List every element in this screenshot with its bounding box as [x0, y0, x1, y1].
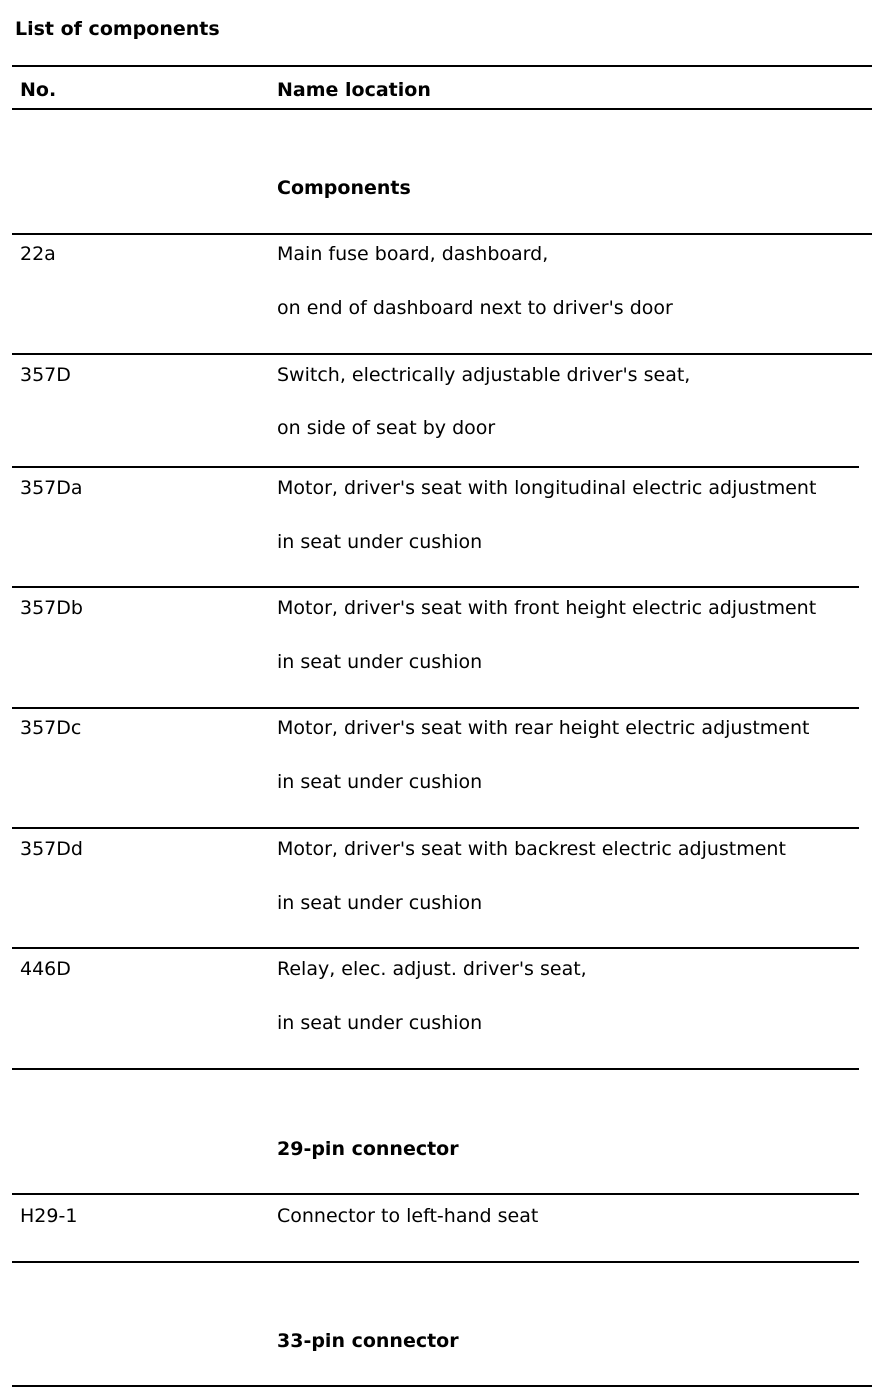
row-location: in seat under cushion	[277, 651, 483, 673]
row-name: Motor, driver's seat with front height electric adjustment	[277, 597, 817, 619]
section-heading-33-pin-connector: 33-pin connector	[277, 1330, 459, 1352]
row-number: 357Da	[20, 477, 83, 499]
row-rule	[12, 827, 859, 829]
row-rule	[12, 1385, 872, 1387]
row-location: in seat under cushion	[277, 892, 483, 914]
row-name: Motor, driver's seat with rear height electric adjustment	[277, 717, 810, 739]
section-end-rule	[12, 1068, 859, 1070]
row-rule	[12, 586, 859, 588]
row-number: 357D	[20, 364, 71, 386]
section-heading-29-pin-connector: 29-pin connector	[277, 1138, 459, 1160]
table-top-rule	[12, 65, 872, 67]
row-name: Relay, elec. adjust. driver's seat,	[277, 958, 587, 980]
row-location: on end of dashboard next to driver's door	[277, 297, 673, 319]
row-location: in seat under cushion	[277, 531, 483, 553]
row-rule	[12, 707, 859, 709]
row-name: Main fuse board, dashboard,	[277, 243, 549, 265]
row-name: Switch, electrically adjustable driver's seat,	[277, 364, 691, 386]
row-name: Motor, driver's seat with backrest electric adjustment	[277, 838, 786, 860]
row-location: on side of seat by door	[277, 417, 496, 439]
row-location: in seat under cushion	[277, 1012, 483, 1034]
row-rule	[12, 353, 872, 355]
row-name: Connector to left-hand seat	[277, 1205, 539, 1227]
header-bottom-rule	[12, 108, 872, 110]
row-rule	[12, 1193, 859, 1195]
header-no: No.	[20, 79, 57, 101]
row-number: 357Dc	[20, 717, 82, 739]
row-number: 357Dd	[20, 838, 83, 860]
row-rule	[12, 233, 872, 235]
row-number: 357Db	[20, 597, 83, 619]
section-heading-components: Components	[277, 177, 411, 199]
row-location: in seat under cushion	[277, 771, 483, 793]
row-number: 22a	[20, 243, 56, 265]
document-title: List of components	[15, 18, 220, 40]
row-rule	[12, 466, 859, 468]
row-number: H29-1	[20, 1205, 78, 1227]
row-name: Motor, driver's seat with longitudinal electric adjustment	[277, 477, 817, 499]
row-number: 446D	[20, 958, 71, 980]
section-end-rule	[12, 1261, 859, 1263]
row-rule	[12, 947, 859, 949]
header-name-location: Name location	[277, 79, 431, 101]
